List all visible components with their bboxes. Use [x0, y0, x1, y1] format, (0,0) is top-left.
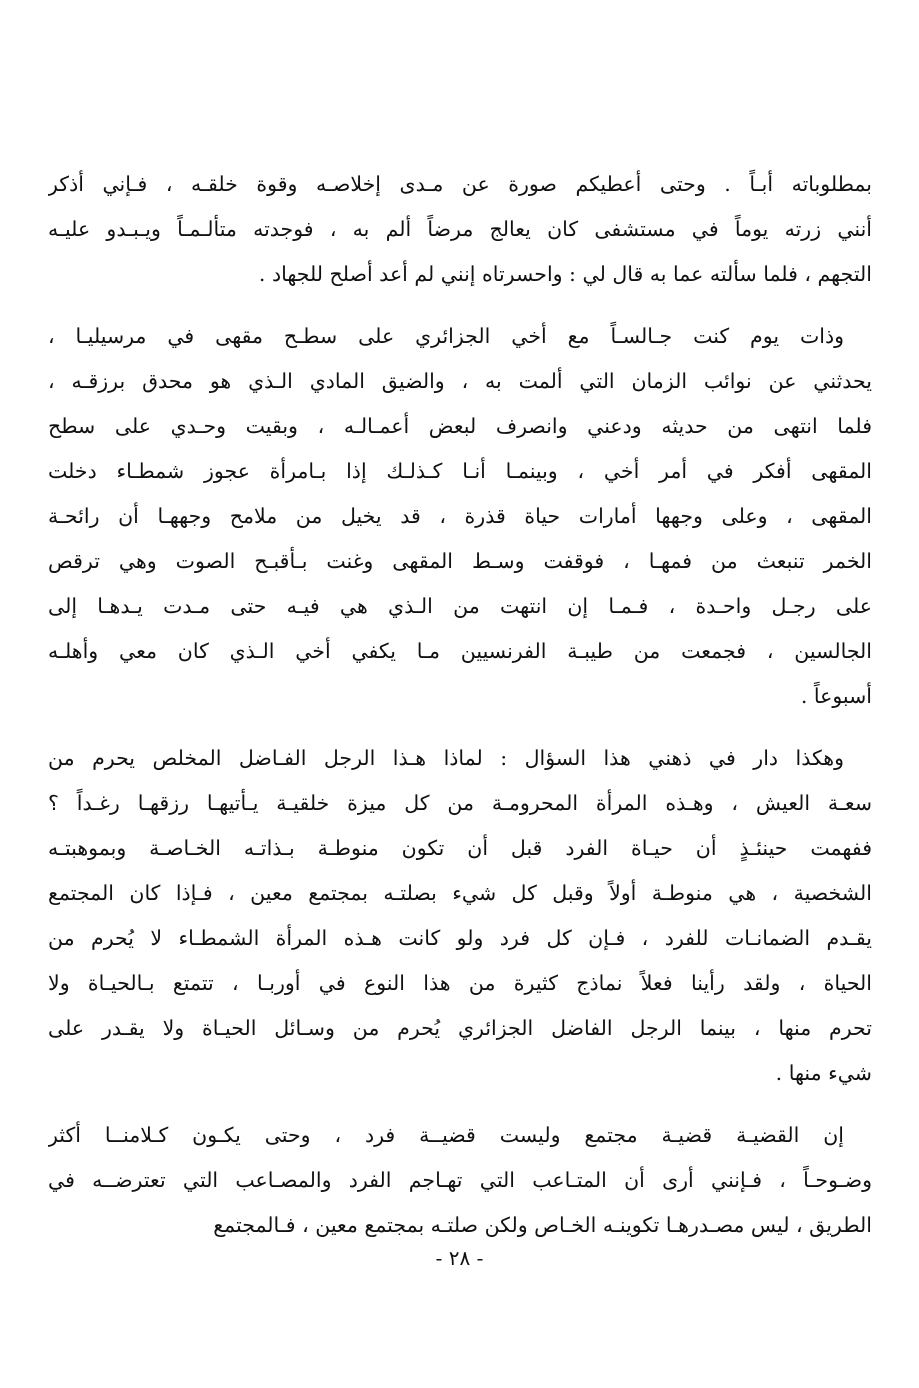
paragraph: [48, 162, 872, 297]
text-line: على رجـل واحـدة ، فـمـا إن انتهت من الـذي هي فيـه حتى مـدت يـدهـا إلى: [48, 594, 872, 618]
page-number: - ٢٨ -: [435, 1246, 484, 1270]
text-line: الخمر تنبعث من فمهـا ، فوقفت وسـط المقهى وغنت بـأقبـح الصوت وهي ترقص: [48, 549, 872, 573]
paragraphs: [48, 162, 872, 1248]
text-line: بمطلوباته أبـاً . وحتى أعطيكم صورة عن مـدى إخلاصـه وقوة خلقـه ، فـإني أذكر: [48, 172, 872, 196]
text-line: وذات يوم كنت جـالسـاً مع أخي الجزائري على سطـح مقهى في مرسيليـا ،: [48, 324, 844, 348]
text-line: الشخصية ، هي منوطـة أولاً وقبل كل شيء بصلتـه بمجتمع معين ، فـإذا كان المجتمع: [48, 881, 872, 905]
text-line: يقـدم الضمانـات للفرد ، فـإن كل فرد ولو كانت هـذه المرأة الشمطـاء لا يُحرم من: [48, 926, 872, 950]
text-line: أسبوعاً .: [800, 684, 872, 708]
paragraph: [48, 736, 872, 1096]
text-line: شيء منها .: [775, 1061, 872, 1085]
text-line: الجالسين ، فجمعت من طيبـة الفرنسيين مـا يكفي أخي الـذي كان معي وأهلـه: [48, 639, 872, 663]
text-line: سعـة العيش ، وهـذه المرأة المحرومـة من كل ميزة خلقيـة يـأتيهـا رزقهـا رغـداً ؟: [48, 791, 872, 815]
text-line: وضـوحـاً ، فـإنني أرى أن المتـاعب التي تهـاجم الفرد والمصـاعب التي تعترضــه في: [48, 1168, 872, 1192]
text-line: يحدثني عن نوائب الزمان التي ألمت به ، والضيق المادي الـذي هو محدق برزقـه ،: [48, 369, 872, 393]
text-line: إن القضيـة قضيـة مجتمع وليست قضيــة فرد ، وحتى يكـون كـلامنــا أكثر: [48, 1123, 844, 1147]
text-line: أنني زرته يوماً في مستشفى كان يعالج مرضاً ألم به ، فوجدته متألـمـاً ويـبـدو عليـه: [48, 217, 872, 241]
text-line: الحياة ، ولقد رأينا فعلاً نماذج كثيرة من هذا النوع في أوربـا ، تتمتع بـالحيـاة ولا: [48, 971, 872, 995]
paragraph: [48, 1113, 872, 1248]
text-line: التجهم ، فلما سألته عما به قال لي : واحسرتاه إنني لم أعد أصلح للجهاد .: [258, 262, 872, 286]
document-body: [48, 162, 872, 1248]
paragraph: [48, 314, 872, 719]
text-line: تحرم منها ، بينما الرجل الفاضل الجزائري يُحرم من وسـائل الحيـاة ولا يقـدر على: [48, 1016, 872, 1040]
text-line: الطريق ، ليس مصـدرهـا تكوينـه الخـاص ولكن صلتـه بمجتمع معين ، فـالمجتمع: [213, 1213, 872, 1237]
text-line: وهكذا دار في ذهني هذا السؤال : لماذا هـذا الرجل الفـاضل المخلص يحرم من: [48, 746, 844, 770]
text-line: ففهمت حينئـذٍ أن حيـاة الفرد قبل أن تكون منوطـة بـذاتـه الخـاصـة وبموهبتـه: [48, 836, 872, 860]
text-line: فلما انتهى من حديثه ودعني وانصرف لبعض أعمـالـه ، وبقيت وحـدي على سطح: [48, 414, 872, 438]
text-line: المقهى أفكر في أمر أخي ، وبينمـا أنـا كـذلـك إذا بـامرأة عجوز شمطـاء دخلت: [48, 459, 872, 483]
text-line: المقهى ، وعلى وجهها أمارات حياة قذرة ، قد يخيل من ملامح وجههـا أن رائحـة: [48, 504, 872, 528]
